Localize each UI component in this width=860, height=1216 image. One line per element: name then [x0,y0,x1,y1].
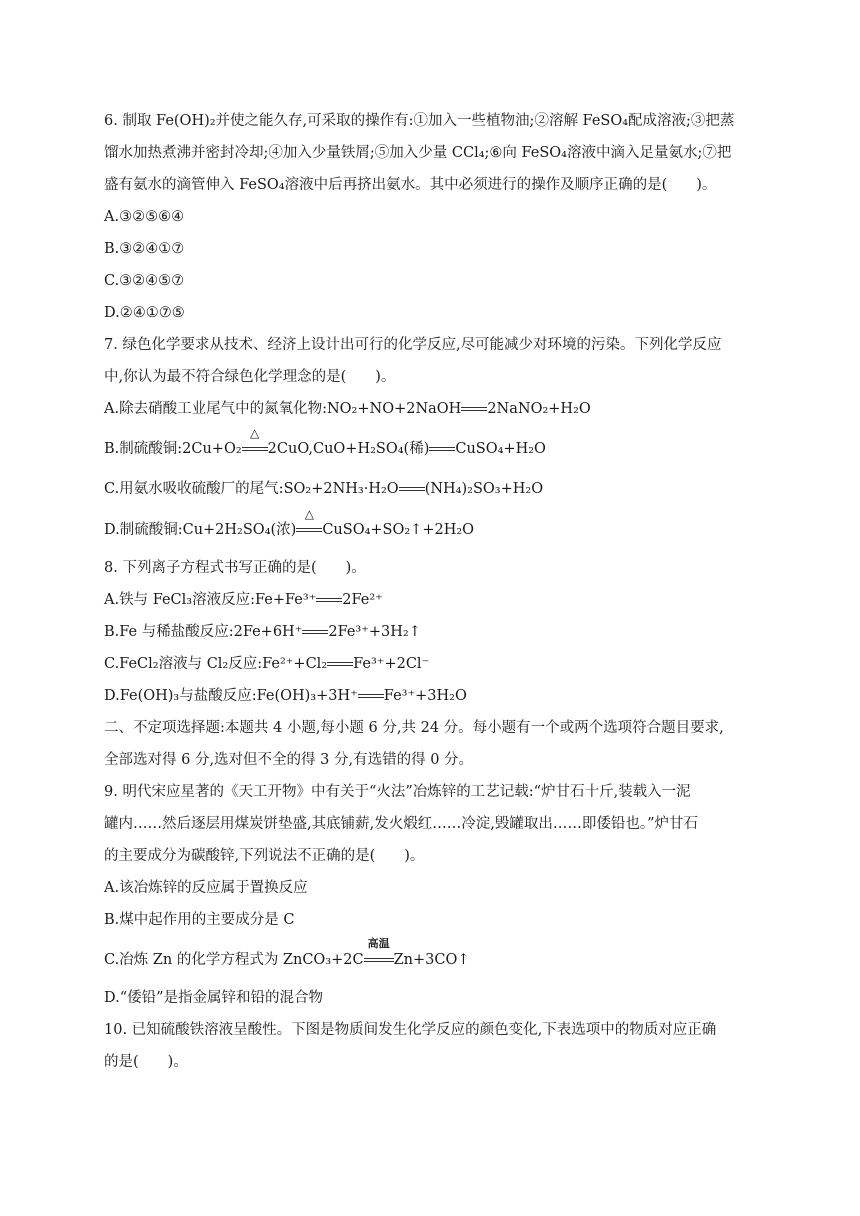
q10-line-1: 10. 已知硫酸铁溶液呈酸性。下图是物质间发生化学反应的颜色变化,下表选项中的物质对应正确 [104,1022,717,1038]
q9-option-d: D.“倭铅”是指金属锌和铅的混合物 [104,990,324,1006]
q6-line-1: 6. 制取 Fe(OH)₂并使之能久存,可采取的操作有:①加入一些植物油;②溶解 FeSO₄配成溶液;③把蒸 [104,113,735,129]
q7-option-b-mid: 2CuO,CuO+H₂SO₄(稀) [267,441,430,457]
heat-equals-sign [296,507,322,540]
heat-symbol: △ [250,426,260,440]
q7-option-c-lhs: C.用氨水吸收硫酸厂的尾气:SO₂+2NH₃·H₂O [104,481,399,497]
q7-option-b-lhs: B.制硫酸铜:2Cu+O₂ [104,441,242,457]
equals-sign [327,654,353,674]
q7-option-d [104,507,475,540]
section-2-heading-line-2: 全部选对得 6 分,选对但不全的得 3 分,有选错的得 0 分。 [104,752,474,768]
q6-option-c: C.③②④⑤⑦ [104,273,185,289]
q9-line-1: 9. 明代宋应星著的《天工开物》中有关于“火法”冶炼锌的工艺记载:“炉甘石十斤,装载入一泥 [104,784,691,800]
q9-line-2: 罐内……然后逐层用煤炭饼垫盛,其底铺薪,发火煅红……冷淀,毁罐取出……即倭铅也。”炉甘石 [104,816,698,832]
q6-line-3: 盛有氨水的滴管伸入 FeSO₄溶液中后再挤出氨水。其中必须进行的操作及顺序正确的是( )。 [104,177,717,193]
q8-option-c [104,654,429,674]
q7-option-a-rhs: 2NaNO₂+H₂O [487,401,591,417]
q7-option-c-rhs: (NH₄)₂SO₃+H₂O [424,481,544,497]
equals-sign [429,439,455,459]
q7-option-b [104,426,546,459]
q7-option-a [104,399,591,419]
heat-equals-sign [242,426,268,459]
q7-line-1: 7. 绿色化学要求从技术、经济上设计出可行的化学反应,尽可能减少对环境的污染。下列化学反应 [104,337,722,353]
q9-option-a: A.该冶炼锌的反应属于置换反应 [104,880,308,896]
q6-option-d: D.②④①⑦⑤ [104,305,185,321]
section-2-heading-line-1: 二、不定项选择题:本题共 4 小题,每小题 6 分,共 24 分。每小题有一个或两个选项符合题目要求, [104,720,724,736]
q9-option-b: B.煤中起作用的主要成分是 C [104,912,295,928]
equals-sign [316,590,342,610]
q8-option-a [104,590,383,610]
q8-option-a-lhs: A.铁与 FeCl₃溶液反应:Fe+Fe³⁺ [104,592,317,608]
q9-option-c [104,937,470,970]
q10-line-2: 的是( )。 [104,1054,188,1070]
high-temp-condition: 高温 [367,937,390,950]
q8-option-b-rhs: 2Fe³⁺+3H₂↑ [328,624,421,640]
q7-option-d-lhs: D.制硫酸铜:Cu+2H₂SO₄(浓) [104,522,297,538]
q9-option-c-rhs: Zn+3CO↑ [393,952,470,968]
equals-sign [358,686,384,706]
q6-option-a: A.③②⑤⑥④ [104,209,185,225]
q8-option-d-lhs: D.Fe(OH)₃与盐酸反应:Fe(OH)₃+3H⁺ [104,688,358,704]
q8-option-d [104,686,467,706]
q7-option-b-rhs: CuSO₄+H₂O [455,441,546,457]
q8-option-a-rhs: 2Fe²⁺ [342,592,383,608]
q7-option-a-lhs: A.除去硝酸工业尾气中的氮氧化物:NO₂+NO+2NaOH [104,401,462,417]
q9-line-3: 的主要成分为碳酸锌,下列说法不正确的是( )。 [104,848,425,864]
q6-option-b: B.③②④①⑦ [104,241,185,257]
high-temp-equals-sign [364,937,394,970]
q8-option-c-lhs: C.FeCl₂溶液与 Cl₂反应:Fe²⁺+Cl₂ [104,656,328,672]
q6-line-2: 馏水加热煮沸并密封冷却;④加入少量铁屑;⑤加入少量 CCl₄;⑥向 FeSO₄溶液中滴入足量氨水;⑦把 [104,145,732,161]
heat-symbol: △ [304,507,314,521]
q7-option-d-rhs: CuSO₄+SO₂↑+2H₂O [322,522,475,538]
q8-line-1: 8. 下列离子方程式书写正确的是( )。 [104,560,366,576]
q8-option-b [104,622,421,642]
equals-sign [302,622,328,642]
equals-sign [461,399,487,419]
q7-option-c [104,479,543,499]
q8-option-c-rhs: Fe³⁺+2Cl⁻ [353,656,430,672]
q9-option-c-lhs: C.冶炼 Zn 的化学方程式为 ZnCO₃+2C [104,952,364,968]
q8-option-b-lhs: B.Fe 与稀盐酸反应:2Fe+6H⁺ [104,624,303,640]
q8-option-d-rhs: Fe³⁺+3H₂O [383,688,467,704]
q7-line-2: 中,你认为最不符合绿色化学理念的是( )。 [104,369,396,385]
equals-sign [399,479,425,499]
